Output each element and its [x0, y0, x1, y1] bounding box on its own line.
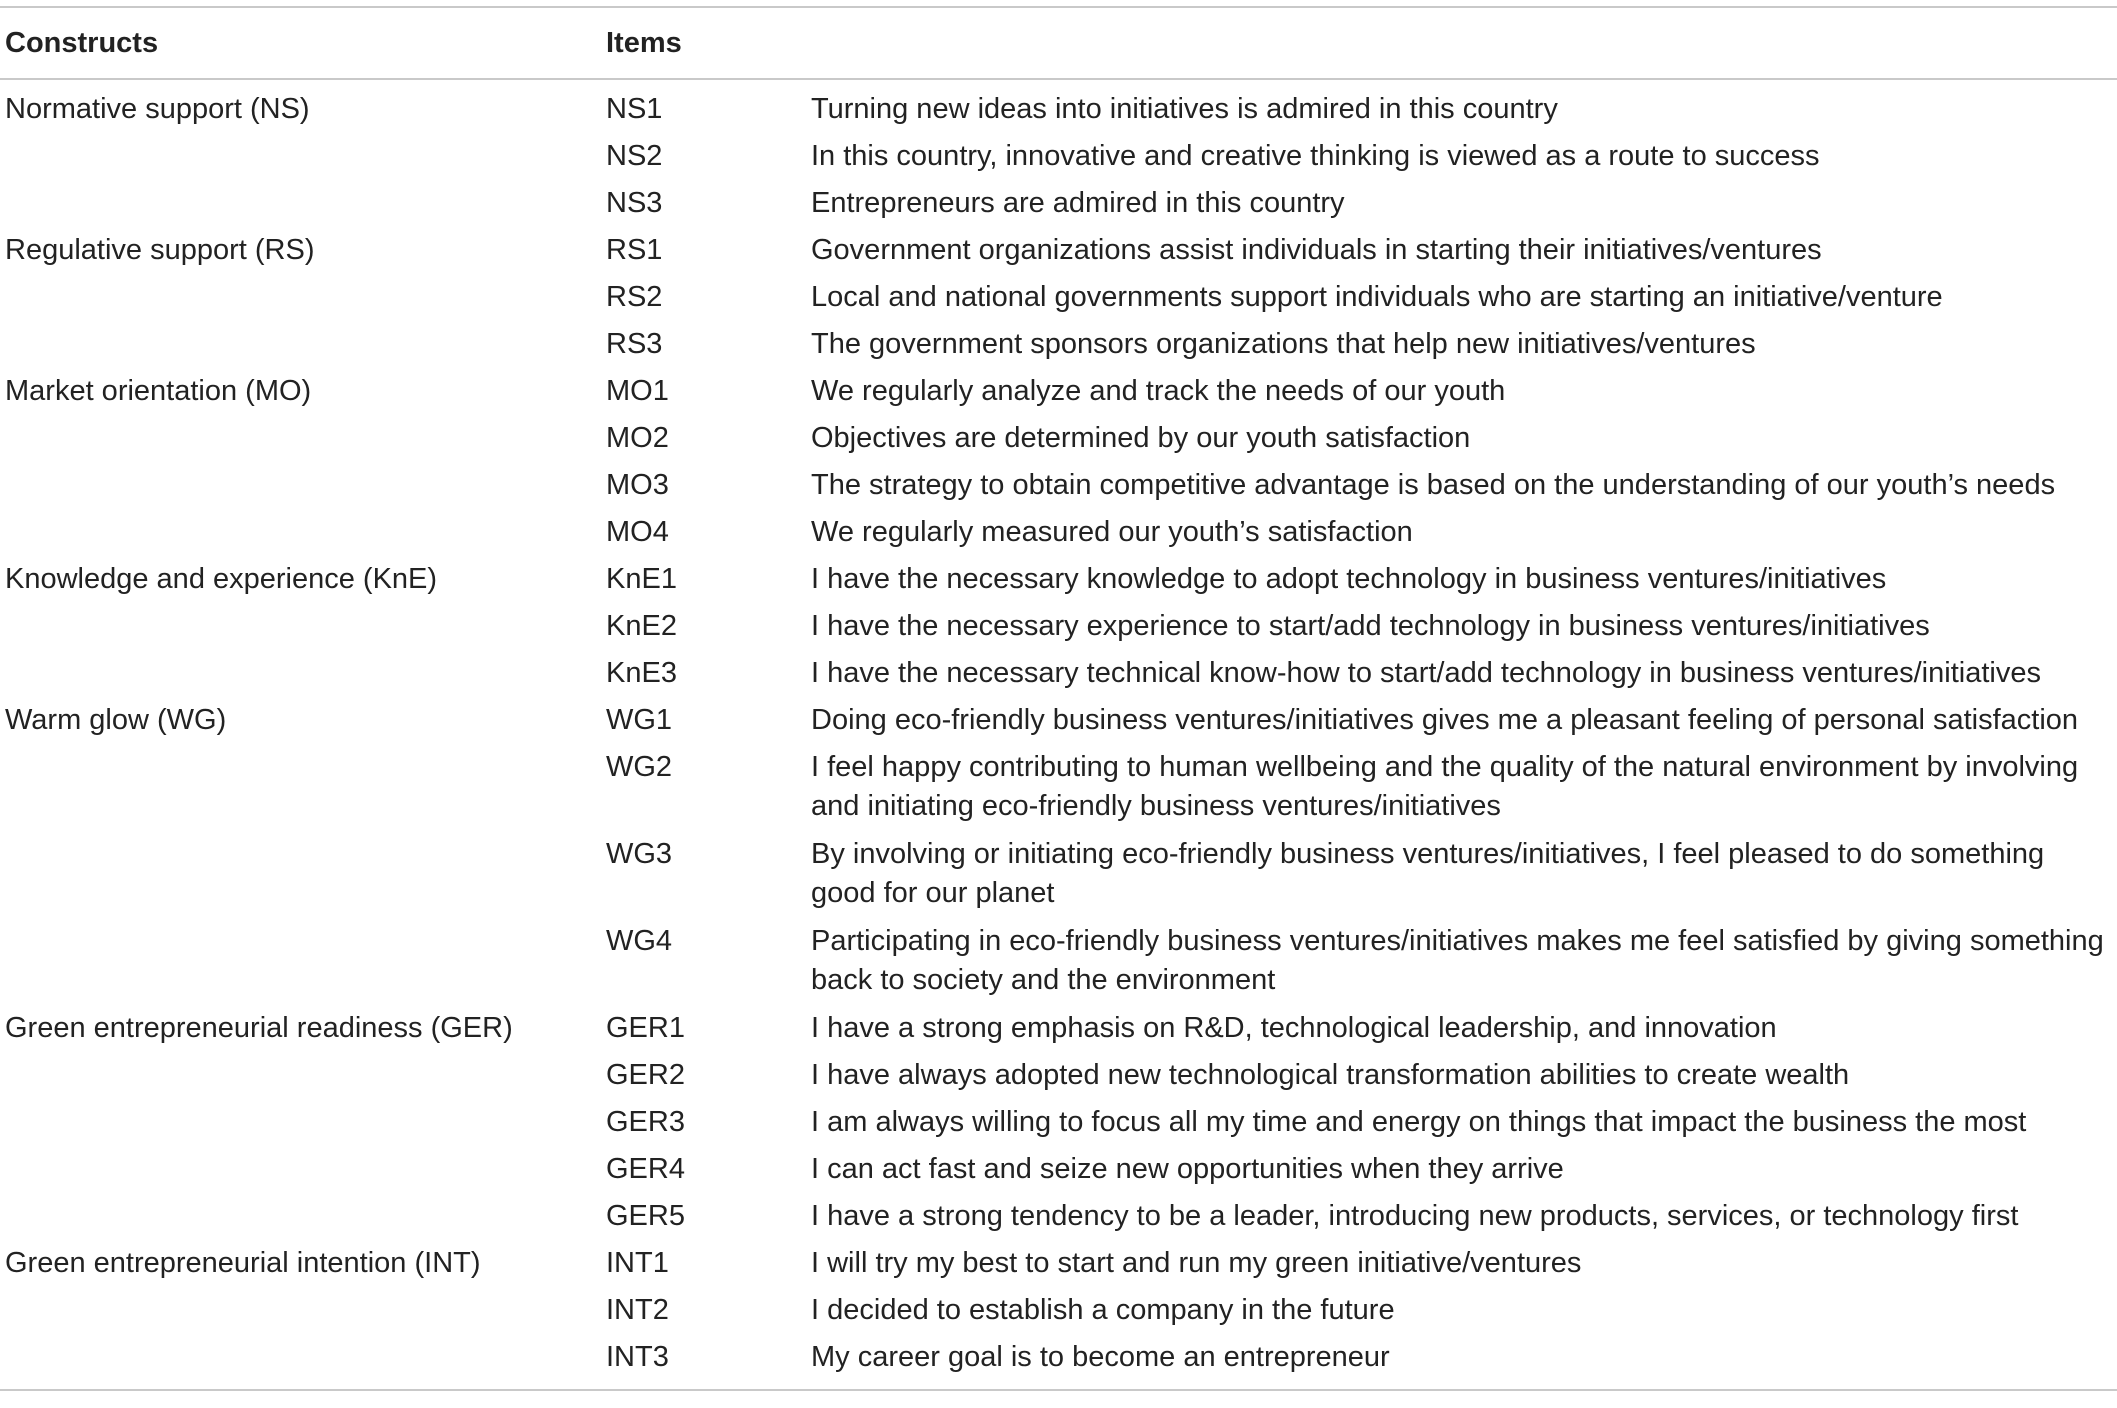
- header-items: Items: [606, 26, 682, 59]
- table-row: [0, 462, 2117, 509]
- table-row: [0, 1193, 2117, 1240]
- item-code-cell: NS2: [606, 140, 663, 172]
- item-statement-cell: The government sponsors organizations that help new initiatives/ventures: [811, 328, 1756, 360]
- item-code-cell: INT3: [606, 1341, 669, 1373]
- item-code-cell: NS3: [606, 187, 663, 219]
- table-row: [0, 321, 2117, 368]
- item-code-cell: WG4: [606, 925, 673, 957]
- item-statement-cell: By involving or initiating eco-friendly business ventures/initiatives, I feel pleased to do something good for our planet: [811, 838, 2045, 909]
- item-statement-cell: I feel happy contributing to human wellbeing and the quality of the natural environment by involving and initiating eco-friendly business ventures/initiatives: [811, 751, 2079, 822]
- construct-cell: Green entrepreneurial readiness (GER): [5, 1012, 513, 1044]
- header-constructs: Constructs: [5, 26, 159, 59]
- item-statement-cell: Participating in eco-friendly business ventures/initiatives makes me feel satisfied by giving something back to society and the environment: [811, 925, 2104, 996]
- table-row: [0, 603, 2117, 650]
- item-code-cell: KnE2: [606, 610, 677, 642]
- table-row: [0, 1099, 2117, 1146]
- item-code-cell: INT2: [606, 1294, 669, 1326]
- table-row: [0, 1146, 2117, 1193]
- item-statement-cell: We regularly measured our youth’s satisfaction: [811, 516, 1413, 548]
- item-statement-cell: I am always willing to focus all my time and energy on things that impact the business the most: [811, 1106, 2027, 1138]
- item-code-cell: MO3: [606, 469, 669, 501]
- table-row: [0, 1052, 2117, 1099]
- item-code-cell: WG1: [606, 704, 673, 736]
- item-code-cell: RS1: [606, 234, 663, 266]
- table-row: [0, 556, 2117, 603]
- item-statement-cell: I can act fast and seize new opportunities when they arrive: [811, 1153, 1564, 1185]
- table-row: [0, 180, 2117, 227]
- item-code-cell: RS2: [606, 281, 663, 313]
- item-code-cell: KnE1: [606, 563, 677, 595]
- item-statement-cell: In this country, innovative and creative thinking is viewed as a route to success: [811, 140, 1820, 172]
- table-row: [0, 1005, 2117, 1052]
- table-row: [0, 274, 2117, 321]
- table-row: [0, 1240, 2117, 1287]
- item-code-cell: MO1: [606, 375, 669, 407]
- item-code-cell: RS3: [606, 328, 663, 360]
- item-code-cell: WG3: [606, 838, 673, 870]
- item-code-cell: MO4: [606, 516, 669, 548]
- item-code-cell: GER5: [606, 1200, 685, 1232]
- item-statement-cell: Doing eco-friendly business ventures/initiatives gives me a pleasant feeling of personal satisfaction: [811, 704, 2079, 736]
- table-row: [0, 133, 2117, 180]
- item-statement-cell: I have a strong tendency to be a leader, introducing new products, services, or technology first: [811, 1200, 2019, 1232]
- item-code-cell: NS1: [606, 93, 663, 125]
- table-row: [0, 650, 2117, 697]
- construct-cell: Knowledge and experience (KnE): [5, 563, 438, 595]
- item-statement-cell: Turning new ideas into initiatives is admired in this country: [811, 93, 1558, 125]
- table-row: [0, 1287, 2117, 1334]
- item-statement-cell: Entrepreneurs are admired in this country: [811, 187, 1345, 219]
- table-body: [0, 80, 2117, 1389]
- item-code-cell: WG2: [606, 751, 673, 783]
- item-statement-cell: I will try my best to start and run my green initiative/ventures: [811, 1247, 1582, 1279]
- table-row: [0, 744, 2117, 831]
- item-statement-cell: I have a strong emphasis on R&D, technological leadership, and innovation: [811, 1012, 1777, 1044]
- item-statement-cell: I have the necessary technical know-how to start/add technology in business ventures/initiatives: [811, 657, 2041, 689]
- table-bottom-rule: [0, 1389, 2117, 1391]
- table-row: [0, 509, 2117, 556]
- construct-cell: Normative support (NS): [5, 93, 310, 125]
- table-row: [0, 918, 2117, 1005]
- table-row: [0, 227, 2117, 274]
- item-statement-cell: I have the necessary experience to start/add technology in business ventures/initiatives: [811, 610, 1930, 642]
- table-header-row: [0, 8, 2117, 78]
- item-statement-cell: I decided to establish a company in the future: [811, 1294, 1395, 1326]
- table-row: [0, 86, 2117, 133]
- table-row: [0, 697, 2117, 744]
- item-code-cell: GER2: [606, 1059, 685, 1091]
- table-row: [0, 415, 2117, 462]
- item-statement-cell: We regularly analyze and track the needs of our youth: [811, 375, 1506, 407]
- constructs-table: [0, 6, 2117, 1391]
- item-code-cell: INT1: [606, 1247, 669, 1279]
- item-statement-cell: I have always adopted new technological transformation abilities to create wealth: [811, 1059, 1850, 1091]
- construct-cell: Regulative support (RS): [5, 234, 315, 266]
- item-statement-cell: My career goal is to become an entrepreneur: [811, 1341, 1390, 1373]
- table-row: [0, 368, 2117, 415]
- item-statement-cell: The strategy to obtain competitive advantage is based on the understanding of our youth’s needs: [811, 469, 2056, 501]
- construct-cell: Green entrepreneurial intention (INT): [5, 1247, 481, 1279]
- item-code-cell: KnE3: [606, 657, 677, 689]
- item-code-cell: GER1: [606, 1012, 685, 1044]
- construct-cell: Market orientation (MO): [5, 375, 312, 407]
- table-row: [0, 1334, 2117, 1381]
- item-code-cell: GER3: [606, 1106, 685, 1138]
- item-statement-cell: Government organizations assist individuals in starting their initiatives/ventures: [811, 234, 1822, 266]
- item-statement-cell: I have the necessary knowledge to adopt technology in business ventures/initiatives: [811, 563, 1887, 595]
- item-code-cell: MO2: [606, 422, 669, 454]
- item-statement-cell: Local and national governments support individuals who are starting an initiative/venture: [811, 281, 1943, 313]
- table-row: [0, 831, 2117, 918]
- item-statement-cell: Objectives are determined by our youth satisfaction: [811, 422, 1471, 454]
- construct-cell: Warm glow (WG): [5, 704, 227, 736]
- item-code-cell: GER4: [606, 1153, 685, 1185]
